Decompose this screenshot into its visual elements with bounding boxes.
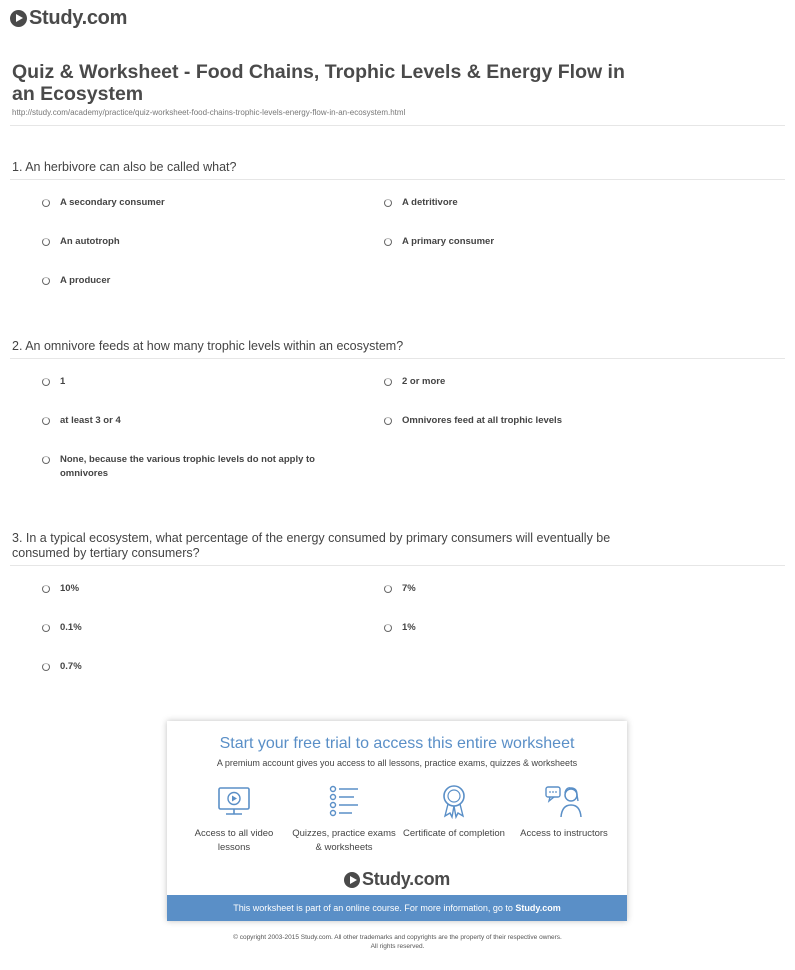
radio-button-icon[interactable] bbox=[42, 277, 50, 285]
feature-certificate bbox=[399, 783, 509, 841]
radio-button-icon[interactable] bbox=[384, 417, 392, 425]
promo-title: Start your free trial to access this entire worksheet bbox=[219, 735, 575, 752]
question-2: 2. An omnivore feeds at how many trophic levels within an ecosystem? bbox=[12, 339, 404, 353]
answer-option[interactable]: A producer bbox=[42, 274, 110, 288]
answer-option[interactable]: An autotroph bbox=[42, 235, 120, 249]
feature-label: Certificate of completion bbox=[403, 828, 505, 839]
answer-option[interactable]: Omnivores feed at all trophic levels bbox=[384, 414, 562, 428]
feature-label: Quizzes, practice exams & worksheets bbox=[292, 828, 396, 853]
divider bbox=[10, 125, 785, 126]
answer-option[interactable]: 7% bbox=[384, 582, 416, 596]
radio-button-icon[interactable] bbox=[42, 417, 50, 425]
answer-option[interactable]: 10% bbox=[42, 582, 79, 596]
video-lesson-icon bbox=[216, 783, 252, 819]
radio-button-icon[interactable] bbox=[384, 199, 392, 207]
radio-button-icon[interactable] bbox=[42, 456, 50, 464]
radio-button-icon[interactable] bbox=[384, 585, 392, 593]
answer-option[interactable]: at least 3 or 4 bbox=[42, 414, 121, 428]
radio-button-icon[interactable] bbox=[42, 199, 50, 207]
promo-study-logo[interactable] bbox=[167, 869, 627, 890]
answer-option[interactable]: 0.7% bbox=[42, 660, 82, 674]
question-1: 1. An herbivore can also be called what? bbox=[12, 160, 237, 174]
divider bbox=[10, 565, 785, 566]
free-trial-promo[interactable] bbox=[167, 721, 627, 921]
answer-option[interactable]: A secondary consumer bbox=[42, 196, 165, 210]
feature-instructors bbox=[509, 783, 619, 841]
answer-option[interactable]: 0.1% bbox=[42, 621, 82, 635]
promo-bar-text: This worksheet is part of an online course. For more information, go to bbox=[233, 903, 516, 913]
radio-button-icon[interactable] bbox=[42, 238, 50, 246]
radio-button-icon[interactable] bbox=[42, 378, 50, 386]
answer-option[interactable]: A primary consumer bbox=[384, 235, 494, 249]
feature-quizzes bbox=[289, 783, 399, 855]
answer-option[interactable]: A detritivore bbox=[384, 196, 458, 210]
answer-option[interactable]: 2 or more bbox=[384, 375, 445, 389]
play-icon bbox=[344, 872, 360, 888]
divider bbox=[10, 358, 785, 359]
answer-option[interactable]: None, because the various trophic levels do not apply to omnivores bbox=[42, 453, 332, 481]
feature-video-lessons bbox=[179, 783, 289, 855]
play-icon bbox=[10, 10, 27, 27]
page-title: Quiz & Worksheet - Food Chains, Trophic Levels & Energy Flow in an Ecosystem bbox=[12, 61, 625, 105]
radio-button-icon[interactable] bbox=[42, 624, 50, 632]
logo-text: Study.com bbox=[29, 7, 128, 29]
promo-info-bar bbox=[167, 895, 627, 921]
study-logo[interactable] bbox=[10, 7, 127, 30]
feature-label: Access to all video lessons bbox=[194, 828, 274, 853]
page-url: http://study.com/academy/practice/quiz-worksheet-food-chains-trophic-levels-energy-flow-in-an-ecosystem.html bbox=[12, 108, 406, 117]
rights-line: All rights reserved. bbox=[370, 943, 425, 950]
answer-option[interactable]: 1% bbox=[384, 621, 416, 635]
question-3: 3. In a typical ecosystem, what percentage of the energy consumed by primary consumers will eventually be consumed by tertiary consumers? bbox=[12, 531, 611, 560]
logo-text: Study.com bbox=[362, 869, 450, 889]
instructor-icon bbox=[544, 783, 584, 819]
radio-button-icon[interactable] bbox=[384, 624, 392, 632]
feature-label: Access to instructors bbox=[520, 828, 608, 839]
study-link[interactable]: Study.com bbox=[515, 903, 561, 913]
radio-button-icon[interactable] bbox=[42, 585, 50, 593]
copyright-footer bbox=[0, 933, 795, 951]
list-icon bbox=[326, 783, 362, 819]
divider bbox=[10, 179, 785, 180]
radio-button-icon[interactable] bbox=[384, 238, 392, 246]
radio-button-icon[interactable] bbox=[42, 663, 50, 671]
copyright-line: © copyright 2003-2015 Study.com. All other trademarks and copyrights are the property of their respective owners. bbox=[233, 934, 562, 941]
answer-option[interactable]: 1 bbox=[42, 375, 65, 389]
radio-button-icon[interactable] bbox=[384, 378, 392, 386]
certificate-icon bbox=[436, 783, 472, 819]
promo-subtitle: A premium account gives you access to all lessons, practice exams, quizzes & worksheets bbox=[216, 758, 578, 768]
